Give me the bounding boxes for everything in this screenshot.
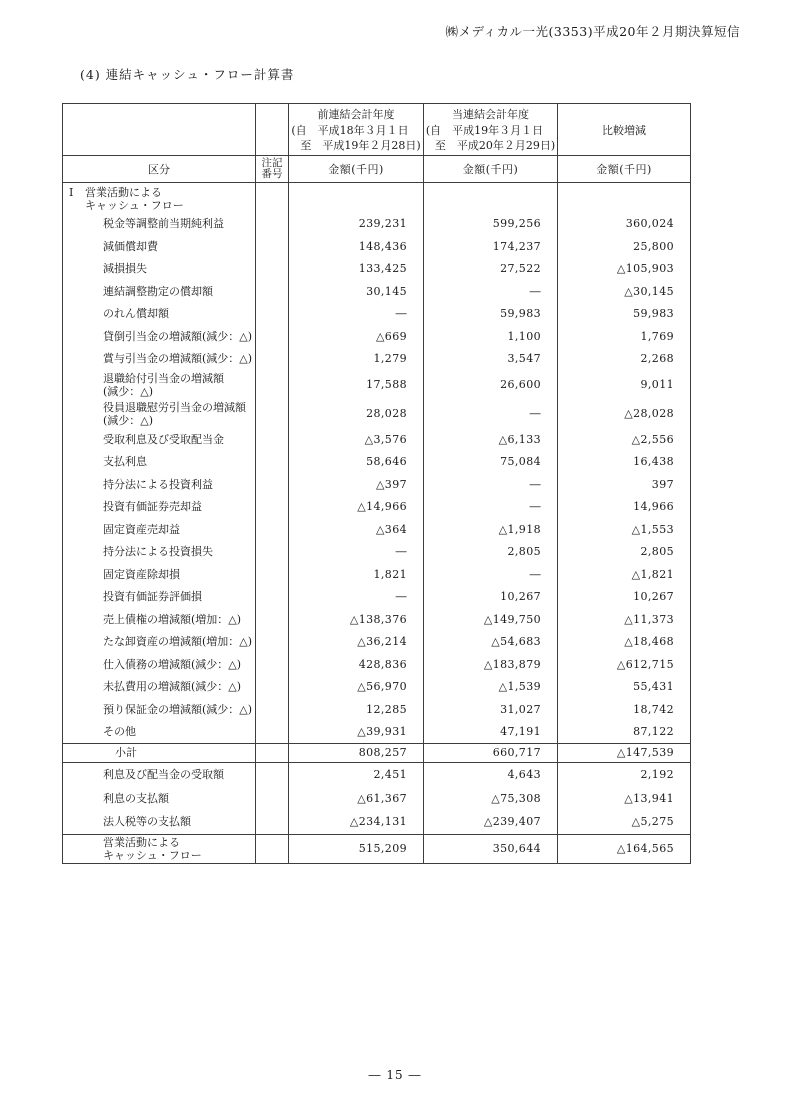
table-row [63,743,691,762]
row-note-number [256,541,289,564]
row-note-number [256,698,289,721]
table-row [63,541,691,564]
header-prev-amount-unit: 金額(千円) [289,156,424,183]
row-label [63,586,256,609]
row-curr-amount: △239,407 [424,810,558,834]
row-label [63,473,256,496]
curr-period-from: (自 平成19年３月１日 [425,123,544,137]
table-row [63,810,691,834]
row-label [63,810,256,834]
row-note-number [256,348,289,371]
row-label-text: 投資有価証券売却益 [103,500,202,514]
row-diff-amount: 10,267 [558,586,691,609]
row-label-text: 預り保証金の増減額(減少：△) [103,702,253,716]
row-label-text: 持分法による投資損失 [103,545,213,559]
row-curr-amount: △1,539 [424,676,558,699]
row-label-text: 売上債権の増減額(増加：△) [103,612,242,626]
row-note-number [256,280,289,303]
row-prev-amount: △138,376 [289,608,424,631]
row-prev-amount: ― [289,303,424,326]
row-note-number [256,518,289,541]
row-curr-amount: 1,100 [424,325,558,348]
row-label-text: 営業活動による キャッシュ・フロー [103,835,202,862]
row-curr-amount: 350,644 [424,834,558,863]
table-row [63,698,691,721]
diff-title: 比較増減 [602,123,646,137]
row-curr-amount: ― [424,280,558,303]
row-label [63,834,256,863]
row-label-text: 利息及び配当金の受取額 [103,767,224,781]
header-category-spacer [63,104,256,156]
row-label-text: 減損損失 [103,262,147,276]
row-diff-amount: △5,275 [558,810,691,834]
row-note-number [256,496,289,519]
row-prev-amount: 30,145 [289,280,424,303]
row-label-text: 役員退職慰労引当金の増減額 (減少：△) [103,400,246,427]
table-row [63,608,691,631]
row-diff-amount: △105,903 [558,258,691,281]
row-curr-amount: 660,717 [424,743,558,762]
row-label [63,348,256,371]
document-header-title: ㈱メディカル一光(3353)平成20年２月期決算短信 [445,24,740,39]
row-label [63,518,256,541]
row-label-text: その他 [103,725,136,738]
row-label [63,563,256,586]
row-note-number [256,258,289,281]
table-row [63,563,691,586]
row-prev-amount: △36,214 [289,631,424,654]
row-note-number [256,213,289,236]
row-label-text: 減価償却費 [103,239,158,253]
table-row [63,762,691,786]
row-label-text: 支払利息 [103,455,147,469]
row-curr-amount: ― [424,473,558,496]
row-prev-amount: △61,367 [289,786,424,810]
row-label-text: 未払費用の増減額(減少：△) [103,680,242,694]
row-label [63,541,256,564]
table-row [63,370,691,399]
row-label [63,698,256,721]
row-label [63,676,256,699]
row-note-number [256,608,289,631]
row-label [63,631,256,654]
row-diff-amount: 397 [558,473,691,496]
table-row [63,496,691,519]
row-diff-amount: 14,966 [558,496,691,519]
row-note-number [256,563,289,586]
header-curr-amount-unit: 金額(千円) [424,156,558,183]
row-diff-amount: △11,373 [558,608,691,631]
row-curr-amount: 27,522 [424,258,558,281]
table-row [63,721,691,744]
row-diff-amount: △164,565 [558,834,691,863]
row-prev-amount: 428,836 [289,653,424,676]
table-row [63,676,691,699]
row-diff-amount [558,183,691,213]
prev-period-dates [291,123,420,153]
row-label-text: のれん償却額 [103,307,169,321]
table-row [63,834,691,863]
row-curr-amount: △149,750 [424,608,558,631]
header-curr-period [424,104,558,156]
row-prev-amount: 28,028 [289,399,424,428]
row-label-text: 仕入債務の増減額(減少：△) [103,657,242,671]
row-prev-amount: 133,425 [289,258,424,281]
row-note-number [256,399,289,428]
table-header-period-row [63,104,691,156]
row-prev-amount: △39,931 [289,721,424,744]
table-row [63,213,691,236]
row-prev-amount: 808,257 [289,743,424,762]
row-prev-amount: ― [289,541,424,564]
table-header-amount-row [63,156,691,183]
row-curr-amount: 59,983 [424,303,558,326]
row-note-number [256,473,289,496]
row-label-text: 税金等調整前当期純利益 [103,217,224,231]
row-note-number [256,370,289,399]
prev-period-to: 至 平成19年２月28日) [300,138,421,152]
row-curr-amount: △75,308 [424,786,558,810]
row-diff-amount: △1,553 [558,518,691,541]
row-note-number [256,721,289,744]
row-note-number [256,631,289,654]
row-diff-amount: 59,983 [558,303,691,326]
row-label [63,213,256,236]
header-category-label: 区分 [63,156,256,183]
table-row [63,325,691,348]
row-curr-amount: 174,237 [424,235,558,258]
row-curr-amount: △6,133 [424,428,558,451]
row-curr-amount: 2,805 [424,541,558,564]
row-diff-amount: 2,192 [558,762,691,786]
row-label [63,303,256,326]
row-label [63,743,256,762]
table-row [63,786,691,810]
row-diff-amount: △147,539 [558,743,691,762]
row-prev-amount: 515,209 [289,834,424,863]
row-prev-amount: △397 [289,473,424,496]
row-label-text: 法人税等の支払額 [103,815,191,829]
note-label-line1: 注記 [261,156,283,169]
curr-period-title: 当連結会計年度 [452,107,529,121]
row-diff-amount: 2,805 [558,541,691,564]
row-prev-amount: △14,966 [289,496,424,519]
row-note-number [256,586,289,609]
prev-period-title: 前連結会計年度 [317,107,395,121]
row-prev-amount [289,183,424,213]
row-curr-amount: 75,084 [424,451,558,474]
cash-flow-table [62,103,691,864]
header-diff-amount-unit: 金額(千円) [558,156,691,183]
row-label [63,235,256,258]
table-row [63,586,691,609]
note-label-line2: 番号 [261,168,283,180]
table-row [63,399,691,428]
row-label [63,183,256,213]
row-diff-amount: 18,742 [558,698,691,721]
row-label-text: 受取利息及び受取配当金 [103,432,224,446]
row-curr-amount: ― [424,399,558,428]
row-note-number [256,676,289,699]
row-prev-amount: 148,436 [289,235,424,258]
row-note-number [256,743,289,762]
row-note-number [256,786,289,810]
row-note-number [256,428,289,451]
row-label [63,608,256,631]
row-diff-amount: 16,438 [558,451,691,474]
table-row [63,653,691,676]
row-prev-amount: 1,821 [289,563,424,586]
row-prev-amount: 1,279 [289,348,424,371]
table-row [63,235,691,258]
row-prev-amount: △669 [289,325,424,348]
row-diff-amount: △28,028 [558,399,691,428]
table-body [63,183,691,864]
table-row [63,348,691,371]
table-row [63,451,691,474]
table-row [63,183,691,213]
table-row [63,473,691,496]
row-note-number [256,303,289,326]
row-prev-amount: 58,646 [289,451,424,474]
header-diff [558,104,691,156]
row-curr-amount: △1,918 [424,518,558,541]
row-prev-amount: 2,451 [289,762,424,786]
row-prev-amount: 239,231 [289,213,424,236]
header-note-label [256,156,289,183]
section-numeral: Ⅰ [69,186,74,199]
row-prev-amount: △56,970 [289,676,424,699]
row-diff-amount: △2,556 [558,428,691,451]
row-label-text: 利息の支払額 [103,791,169,805]
row-curr-amount: 10,267 [424,586,558,609]
row-note-number [256,235,289,258]
row-note-number [256,325,289,348]
row-label-text: 営業活動による キャッシュ・フロー [85,186,184,212]
row-curr-amount [424,183,558,213]
row-label-text: 貸倒引当金の増減額(減少：△) [103,329,253,343]
row-diff-amount: 25,800 [558,235,691,258]
row-diff-amount: 9,011 [558,370,691,399]
header-prev-period [289,104,424,156]
row-diff-amount: △18,468 [558,631,691,654]
table-row [63,631,691,654]
row-label [63,653,256,676]
row-label [63,280,256,303]
row-label [63,258,256,281]
row-label [63,399,256,428]
row-note-number [256,653,289,676]
row-label-text: 連結調整勘定の償却額 [103,284,213,298]
row-diff-amount: 1,769 [558,325,691,348]
row-diff-amount: 55,431 [558,676,691,699]
table-row [63,518,691,541]
row-diff-amount: △612,715 [558,653,691,676]
row-label-text: たな卸資産の増減額(増加：△) [103,635,253,649]
row-curr-amount: 47,191 [424,721,558,744]
row-diff-amount: △13,941 [558,786,691,810]
row-prev-amount: △364 [289,518,424,541]
row-label-text: 小計 [115,746,137,759]
row-curr-amount: 4,643 [424,762,558,786]
row-note-number [256,834,289,863]
row-label [63,451,256,474]
row-label-text: 投資有価証券評価損 [103,590,202,604]
row-label-text: 賞与引当金の増減額(減少：△) [103,352,253,366]
row-diff-amount: 87,122 [558,721,691,744]
row-curr-amount: 599,256 [424,213,558,236]
table-row [63,280,691,303]
table-row [63,428,691,451]
row-diff-amount: △1,821 [558,563,691,586]
row-note-number [256,810,289,834]
row-curr-amount: 26,600 [424,370,558,399]
curr-period-dates [426,123,555,153]
page-number: ― 15 ― [368,1068,422,1082]
table-row [63,303,691,326]
row-curr-amount: ― [424,563,558,586]
table-row [63,258,691,281]
row-label-text: 持分法による投資利益 [103,477,213,491]
row-note-number [256,762,289,786]
row-prev-amount: ― [289,586,424,609]
row-label-text: 退職給付引当金の増減額 (減少：△) [103,371,224,398]
row-diff-amount: 360,024 [558,213,691,236]
row-label [63,762,256,786]
row-curr-amount: △54,683 [424,631,558,654]
header-note-spacer [256,104,289,156]
row-curr-amount: 31,027 [424,698,558,721]
row-prev-amount: △3,576 [289,428,424,451]
row-label [63,721,256,744]
page-title: (4) 連結キャッシュ・フロー計算書 [80,67,295,82]
row-label [63,786,256,810]
row-note-number [256,183,289,213]
row-label-text: 固定資産除却損 [103,567,180,581]
row-label-text: 固定資産売却益 [103,522,180,536]
row-diff-amount: 2,268 [558,348,691,371]
row-prev-amount: △234,131 [289,810,424,834]
prev-period-from: (自 平成18年３月１日 [291,123,409,137]
row-label [63,496,256,519]
row-prev-amount: 12,285 [289,698,424,721]
row-note-number [256,451,289,474]
row-label [63,325,256,348]
curr-period-to: 至 平成20年２月29日) [434,138,556,152]
row-diff-amount: △30,145 [558,280,691,303]
row-curr-amount: △183,879 [424,653,558,676]
row-curr-amount: 3,547 [424,348,558,371]
row-label [63,428,256,451]
row-prev-amount: 17,588 [289,370,424,399]
row-label [63,370,256,399]
row-curr-amount: ― [424,496,558,519]
